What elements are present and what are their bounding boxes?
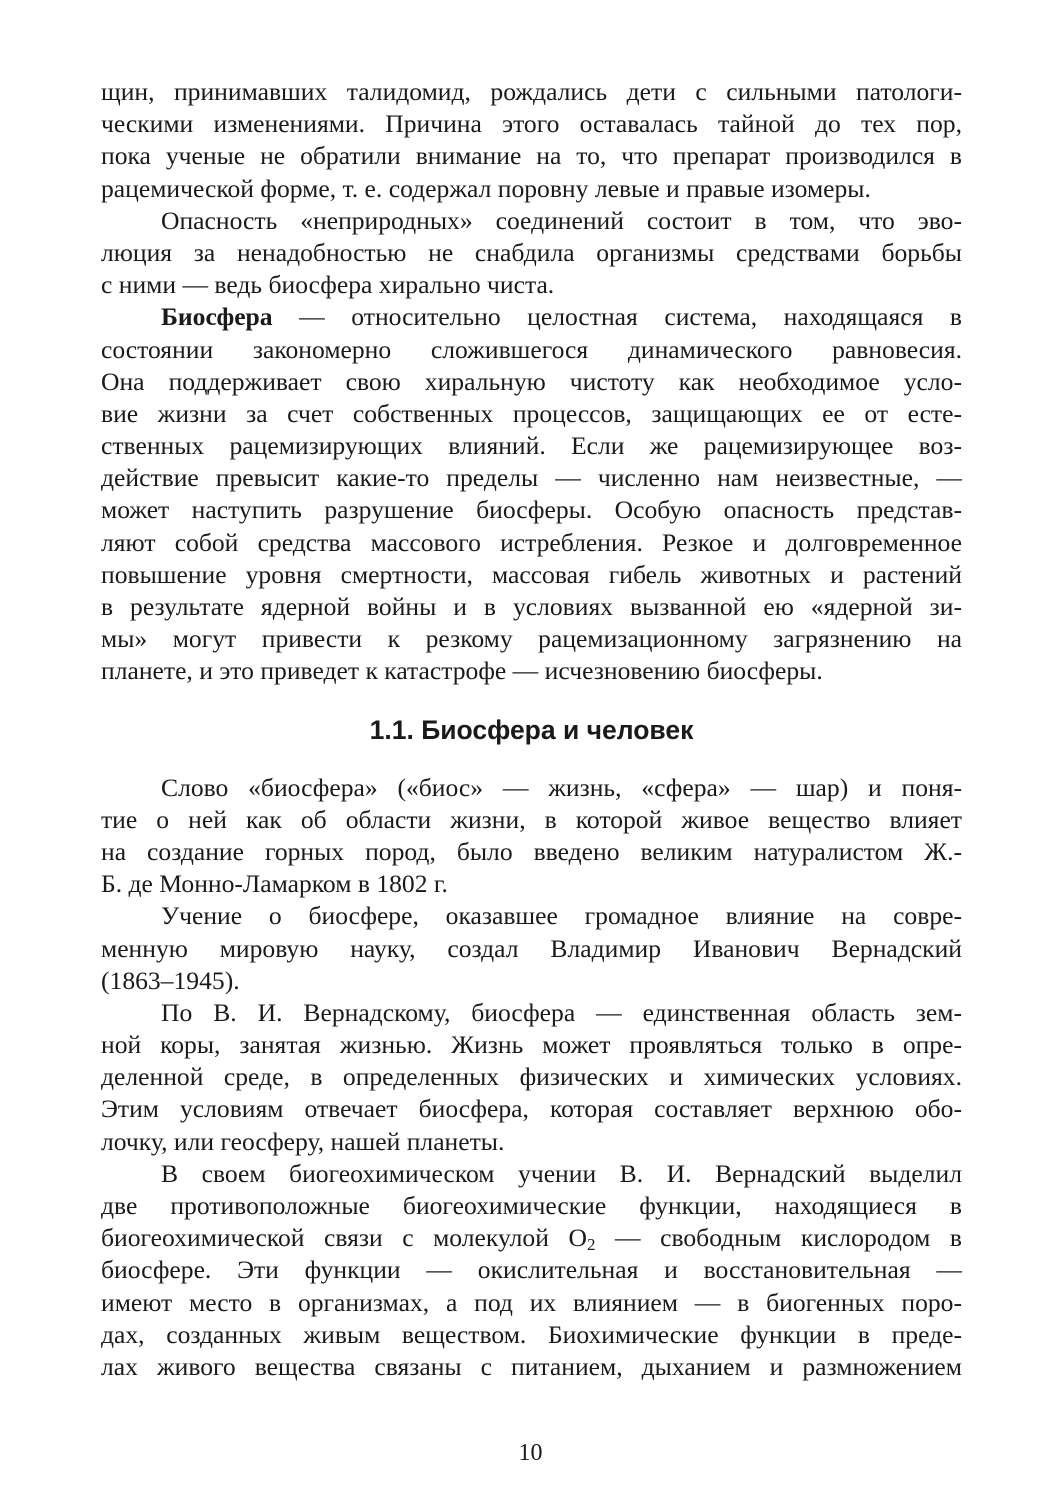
text-line: Она поддерживает свою хиральную чистоту как необходимое усло- (101, 366, 962, 396)
section-heading: 1.1. Биосфера и человек (369, 714, 694, 745)
text-line: с ними — ведь биосфера хирально чиста. (101, 270, 555, 300)
text-line: (1863–1945). (101, 965, 240, 995)
text-line: мы» могут привести к резкому рацемизационному загрязнению на (101, 624, 962, 654)
subscript: 2 (586, 1235, 596, 1255)
text-line: две противоположные биогеохимические функции, находящиеся в (101, 1191, 962, 1220)
text-line: повышение уровня смертности, массовая гибель животных и растений (101, 559, 962, 589)
text-line: лах живого вещества связаны с питанием, дыханием и размножением (101, 1351, 962, 1381)
text-fragment: — относительно целостная система, находящаяся в (272, 302, 962, 332)
text-line: Учение о биосфере, оказавшее громадное влияние на совре- (161, 901, 962, 931)
text-line: тие о ней как об области жизни, в которой живое вещество влияет (101, 804, 962, 834)
page-number: 10 (518, 1440, 543, 1466)
text-line: ляют собой средства массового истребления. Резкое и долговременное (101, 527, 962, 557)
text-line: Этим условиям отвечает биосфера, которая составляет верхнюю обо- (101, 1094, 962, 1124)
text-line: состоянии закономерно сложившегося динамического равновесия. (101, 334, 962, 364)
text-line: в результате ядерной войны и в условиях вызванной ею «ядерной зи- (101, 592, 962, 621)
text-line: щин, принимавших талидомид, рождались дети с сильными патологи- (101, 77, 962, 106)
text-line: биосфере. Эти функции — окислительная и восстановительная — (101, 1255, 962, 1285)
text-line: Слово «биосфера» («биос» — жизнь, «сфера» — шар) и поня- (161, 772, 962, 802)
text-line: Опасность «неприродных» соединений состоит в том, что эво- (161, 205, 962, 235)
text-line: дах, созданных живым веществом. Биохимические функции в преде- (101, 1319, 962, 1349)
text-line: По В. И. Вернадскому, биосфера — единственная область зем- (161, 997, 962, 1027)
text-fragment: биогеохимической связи с молекулой O (101, 1223, 587, 1253)
text-line (101, 1222, 962, 1254)
text-fragment: — свободным кислородом в (595, 1223, 962, 1253)
text-line: менную мировую науку, создал Владимир Иванович Вернадский (101, 933, 962, 963)
text-line: пока ученые не обратили внимание на то, что препарат производился в (101, 141, 962, 171)
text-line: ной коры, занятая жизнью. Жизнь может проявляться только в опре- (101, 1030, 962, 1060)
text-line (101, 301, 962, 333)
text-line: действие превысит какие-то пределы — численно нам неизвестные, — (101, 463, 962, 493)
text-line: люция за ненадобностью не снабдила организмы средствами борьбы (101, 237, 962, 267)
text-line: ственных рацемизирующих влияний. Если же рацемизирующее воз- (101, 431, 962, 461)
text-line: деленной среде, в определенных физических и химических условиях. (101, 1062, 962, 1092)
body-text (101, 76, 962, 1383)
text-line: может наступить разрушение биосферы. Особую опасность представ- (101, 495, 962, 525)
term-biosphere: Биосфера (161, 302, 273, 332)
text-line: ческими изменениями. Причина этого оставалась тайной до тех пор, (101, 109, 962, 139)
text-line: рацемической форме, т. е. содержал поровну левые и правые изомеры. (101, 173, 871, 203)
text-line: планете, и это приведет к катастрофе — исчезновению биосферы. (101, 656, 823, 686)
text-line: В своем биогеохимическом учении В. И. Вернадский выделил (161, 1158, 962, 1188)
text-line: имеют место в организмах, а под их влиянием — в биогенных поро- (101, 1287, 962, 1317)
text-line: Б. де Монно-Ламарком в 1802 г. (101, 869, 448, 899)
text-line: вие жизни за счет собственных процессов, защищающих ее от есте- (101, 398, 962, 428)
text-line: на создание горных пород, было введено великим натуралистом Ж.- (101, 836, 962, 866)
text-line: лочку, или геосферу, нашей планеты. (101, 1126, 505, 1156)
